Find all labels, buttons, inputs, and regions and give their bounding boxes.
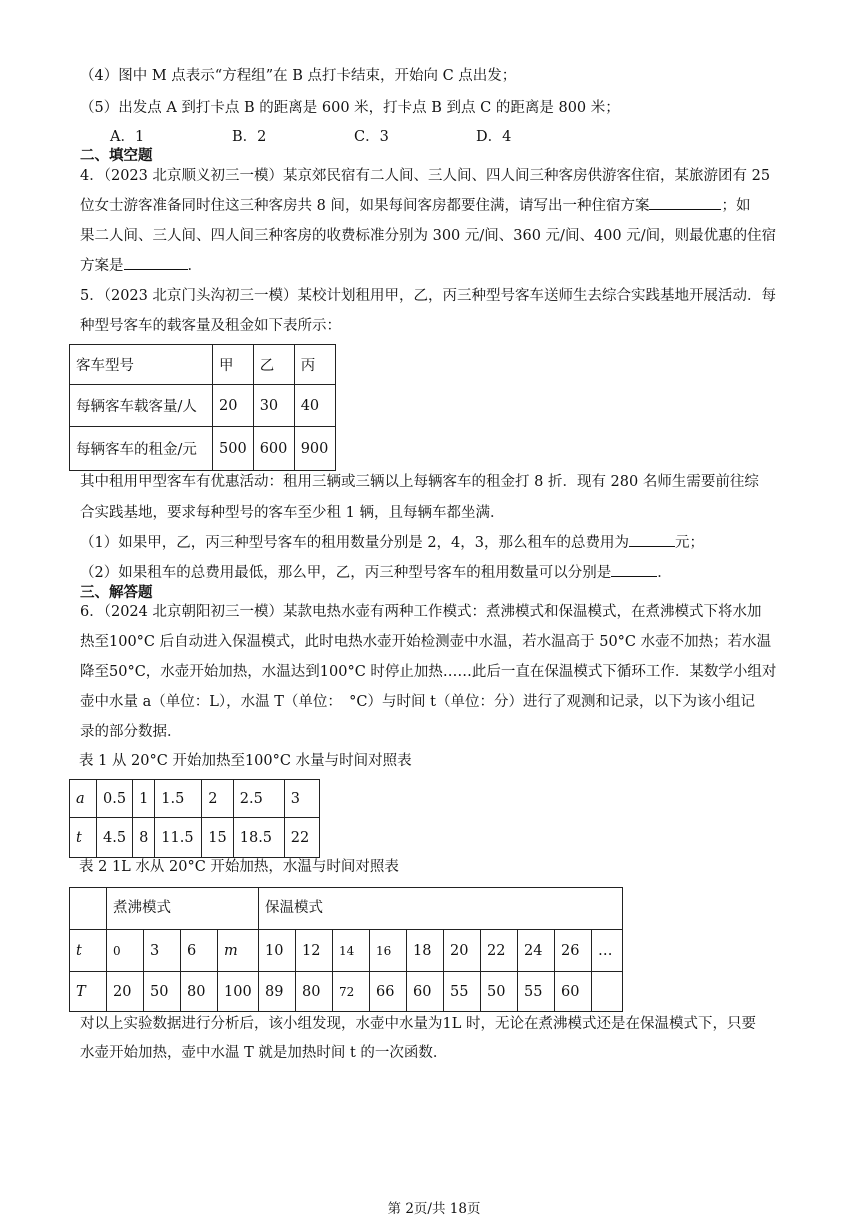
q6-line3: 降至50°C，水壶开始加热，水温达到100°C 时停止加热……此后一直在保温模式下循环工作．某数学小组对	[80, 664, 777, 680]
table2-cell: 100	[218, 972, 259, 1012]
bus-table-cell: 每辆客车的租金/元	[70, 427, 213, 471]
table2-cell: 0	[107, 930, 144, 972]
table1-row-a	[70, 780, 320, 818]
bus-table-cell: 600	[253, 427, 294, 471]
table2-cell: 50	[144, 972, 181, 1012]
table1-cell: 1	[133, 780, 155, 818]
table2-cell: 3	[144, 930, 181, 972]
table1-cell: 3	[284, 780, 319, 818]
q4-line4-text: 方案是	[80, 258, 124, 274]
q5-after1: 其中租用甲型客车有优惠活动：租用三辆或三辆以上每辆客车的租金打 8 折．现有 280 名师生需要前往综	[80, 474, 759, 490]
q4-line2-tail: ；如	[721, 198, 751, 214]
water-time-table	[69, 779, 320, 858]
bus-table-cell: 40	[294, 385, 335, 427]
table2-cell	[592, 972, 623, 1012]
q5-line1: 5．（2023 北京门头沟初三一模）某校计划租用甲，乙，丙三种型号客车送师生去综合实践基地开展活动．每	[80, 288, 776, 304]
section-fill-in-title: 二、填空题	[80, 148, 153, 164]
q4-line4-tail: ．	[187, 258, 202, 274]
bus-table-cell: 甲	[213, 345, 254, 385]
table2-cell: 80	[181, 972, 218, 1012]
table2-cell: 60	[555, 972, 592, 1012]
bus-table-cell: 500	[213, 427, 254, 471]
table1-cell: 15	[202, 818, 233, 858]
table2-cell: T	[70, 972, 107, 1012]
q4-blank-2	[124, 269, 188, 270]
table1-cell: 0.5	[97, 780, 133, 818]
q5-sub1-tail: 元；	[675, 535, 705, 551]
q5-blank-1	[629, 546, 675, 547]
table1-cell: t	[70, 818, 97, 858]
bus-table-cell: 900	[294, 427, 335, 471]
table2-cell: 55	[518, 972, 555, 1012]
q6-line2: 热至100°C 后自动进入保温模式，此时电热水壶开始检测壶中水温，若水温高于 50°C 水壶不加热；若水温	[80, 634, 772, 650]
table1-cell: 22	[284, 818, 319, 858]
table2-row-T	[70, 972, 623, 1012]
table2-cell: 55	[444, 972, 481, 1012]
bus-table-cell: 30	[253, 385, 294, 427]
table2-cell: 72	[333, 972, 370, 1012]
q3-options	[110, 127, 598, 147]
q6-after1: 对以上实验数据进行分析后，该小组发现，水壶中水量为1L 时，无论在煮沸模式还是在保温模式下，只要	[80, 1016, 756, 1032]
table2-cell: 20	[444, 930, 481, 972]
q5-line2: 种型号客车的载客量及租金如下表所示：	[80, 318, 341, 334]
table2-cell	[70, 888, 107, 930]
table2-cell: 18	[407, 930, 444, 972]
q4-line4	[80, 256, 202, 276]
q5-sub1-text: （1）如果甲，乙，丙三种型号客车的租用数量分别是 2，4，3，那么租车的总费用为	[80, 535, 630, 551]
table1-cell: 18.5	[233, 818, 284, 858]
q3-item5: （5）出发点 A 到打卡点 B 的距离是 600 米，打卡点 B 到点 C 的距离是 800 米；	[80, 100, 620, 116]
q6-line5: 录的部分数据．	[80, 724, 182, 740]
bus-table-header	[70, 345, 336, 385]
table2-cell: 16	[370, 930, 407, 972]
table2-title: 表 2 1L 水从 20°C 开始加热，水温与时间对照表	[79, 859, 399, 875]
bus-table-cell: 每辆客车载客量/人	[70, 385, 213, 427]
option-c: C．3	[354, 129, 389, 145]
q4-line3: 果二人间、三人间、四人间三种客房的收费标准分别为 300 元/间、360 元/间、400 元/间，则最优惠的住宿	[80, 228, 777, 244]
q5-sub2-text: （2）如果租车的总费用最低，那么甲，乙，丙三种型号客车的租用数量可以分别是	[80, 565, 612, 581]
table1-cell: 1.5	[155, 780, 202, 818]
table2-cell: 26	[555, 930, 592, 972]
q6-line4: 壶中水量 a（单位：L），水温 T（单位： °C）与时间 t（单位：分）进行了观测和记录，以下为该小组记	[80, 694, 755, 710]
boil-mode-label: 煮沸模式	[107, 888, 259, 930]
table1-cell: 11.5	[155, 818, 202, 858]
q6-after2: 水壶开始加热，壶中水温 T 就是加热时间 t 的一次函数．	[80, 1045, 448, 1061]
table2-cell: m	[218, 930, 259, 972]
table1-cell: 8	[133, 818, 155, 858]
q3-item4: （4）图中 M 点表示“方程组”在 B 点打卡结束，开始向 C 点出发；	[80, 68, 517, 84]
table2-cell: 80	[296, 972, 333, 1012]
table2-cell: 12	[296, 930, 333, 972]
table2-cell: 14	[333, 930, 370, 972]
bus-table-cell: 丙	[294, 345, 335, 385]
q5-sub1	[80, 533, 704, 553]
q6-line1: 6．（2024 北京朝阳初三一模）某款电热水壶有两种工作模式：煮沸模式和保温模式，在煮沸模式下将水加	[80, 604, 762, 620]
q4-line1: 4．（2023 北京顺义初三一模）某京郊民宿有二人间、三人间、四人间三种客房供游客住宿，某旅游团有 25	[80, 168, 771, 184]
bus-table	[69, 344, 336, 471]
bus-table-cell: 客车型号	[70, 345, 213, 385]
table2-cell: 20	[107, 972, 144, 1012]
q5-sub2-tail: ．	[657, 565, 672, 581]
q5-after2: 合实践基地，要求每种型号的客车至少租 1 辆，且每辆车都坐满．	[80, 505, 505, 521]
table2-mode-row	[70, 888, 623, 930]
table2-cell: 22	[481, 930, 518, 972]
table2-cell: 6	[181, 930, 218, 972]
table1-cell: 4.5	[97, 818, 133, 858]
bus-table-cell: 乙	[253, 345, 294, 385]
section-solve-title: 三、解答题	[80, 585, 153, 601]
q5-sub2	[80, 563, 672, 583]
table1-title: 表 1 从 20°C 开始加热至100°C 水量与时间对照表	[79, 753, 412, 769]
bus-table-cell: 20	[213, 385, 254, 427]
table2-row-t	[70, 930, 623, 972]
q4-line2	[80, 196, 750, 216]
page-footer: 第 2页/共 18页	[387, 1201, 481, 1217]
option-b: B．2	[232, 129, 267, 145]
bus-table-row	[70, 385, 336, 427]
table1-cell: 2	[202, 780, 233, 818]
q4-line2-text: 位女士游客准备同时住这三种客房共 8 间，如果每间客房都要住满，请写出一种住宿方案	[80, 198, 650, 214]
option-d: D．4	[476, 129, 512, 145]
table2-cell: 60	[407, 972, 444, 1012]
keep-warm-mode-label: 保温模式	[259, 888, 623, 930]
table1-cell: a	[70, 780, 97, 818]
table2-cell: t	[70, 930, 107, 972]
option-a: A．1	[110, 129, 145, 145]
table2-cell: 50	[481, 972, 518, 1012]
temp-time-table	[69, 887, 623, 1012]
table2-cell: 24	[518, 930, 555, 972]
q4-blank-1	[649, 209, 721, 210]
table2-cell: …	[592, 930, 623, 972]
table1-row-t	[70, 818, 320, 858]
table2-cell: 10	[259, 930, 296, 972]
q5-blank-2	[611, 576, 657, 577]
table2-cell: 89	[259, 972, 296, 1012]
bus-table-row	[70, 427, 336, 471]
table2-cell: 66	[370, 972, 407, 1012]
table1-cell: 2.5	[233, 780, 284, 818]
